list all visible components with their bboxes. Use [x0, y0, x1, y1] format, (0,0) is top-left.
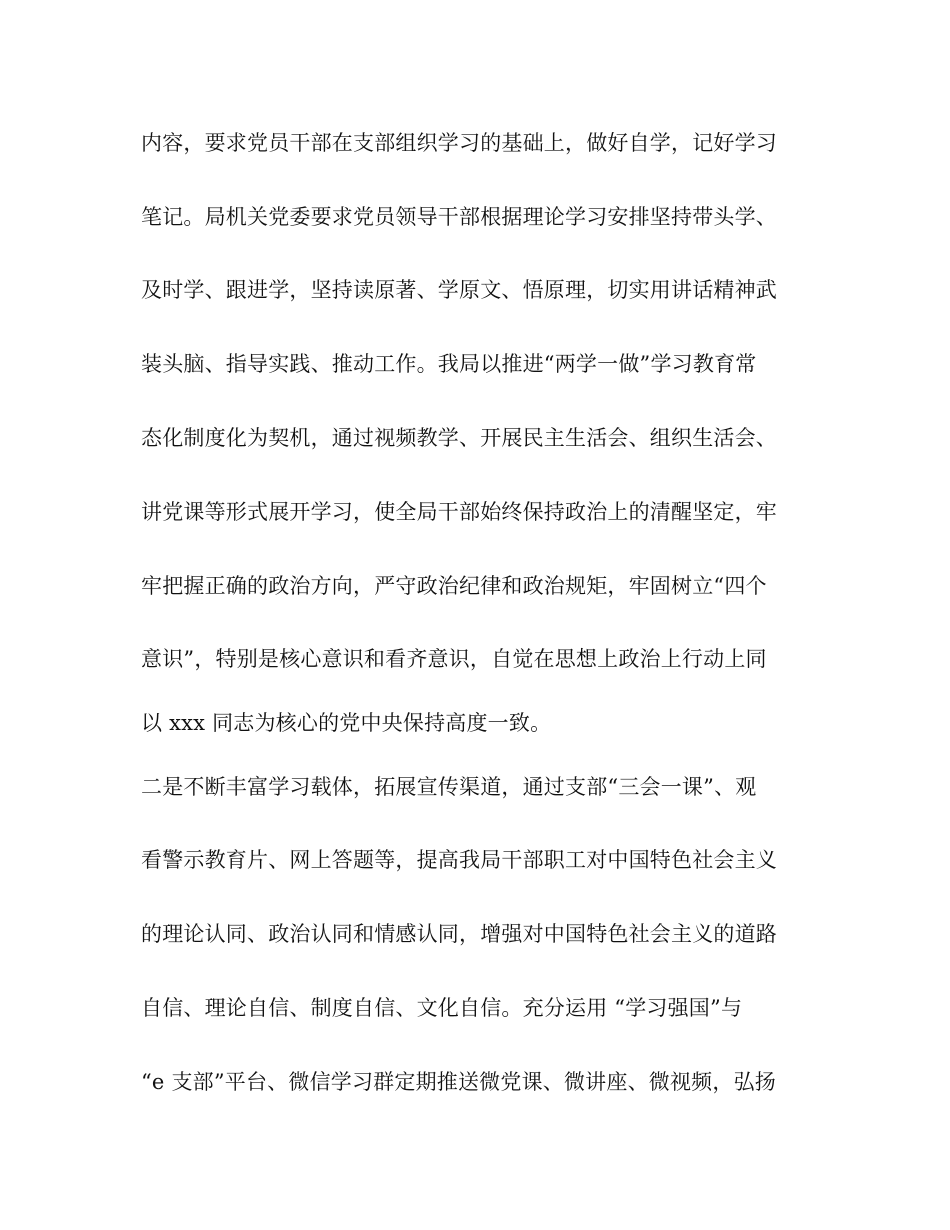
text-line: 看警示教育片、网上答题等，提高我局干部职工对中国特色社会主义 [141, 848, 777, 872]
text-line: “e 支部”平台、微信学习群定期推送微党课、微讲座、微视频，弘扬 [141, 1070, 776, 1094]
text-line: 的理论认同、政治认同和情感认同，增强对中国特色社会主义的道路 [141, 922, 777, 946]
text-line: 态化制度化为契机，通过视频教学、开展民主生活会、组织生活会、 [141, 426, 777, 450]
text-line: 讲党课等形式展开学习，使全局干部始终保持政治上的清醒坚定，牢 [141, 500, 777, 524]
text-line: 牢把握正确的政治方向，严守政治纪律和政治规矩，牢固树立“四个 [141, 574, 767, 598]
text-line: 及时学、跟进学，坚持读原著、学原文、悟原理，切实用讲话精神武 [141, 278, 777, 302]
text-line: 内容，要求党员干部在支部组织学习的基础上，做好自学，记好学习 [141, 131, 777, 155]
text-line: 笔记。局机关党委要求党员领导干部根据理论学习安排坚持带头学、 [141, 205, 777, 229]
text-line: 自信、理论自信、制度自信、文化自信。充分运用 “学习强国”与 [141, 996, 743, 1020]
text-line: 以 xxx 同志为核心的党中央保持高度一致。 [141, 711, 552, 735]
text-line: 装头脑、指导实践、推动工作。我局以推进“两学一做”学习教育常 [141, 352, 757, 376]
text-line: 二是不断丰富学习载体，拓展宣传渠道，通过支部“三会一课”、观 [141, 775, 757, 799]
text-line: 意识”，特别是核心意识和看齐意识，自觉在思想上政治上行动上同 [141, 647, 767, 671]
